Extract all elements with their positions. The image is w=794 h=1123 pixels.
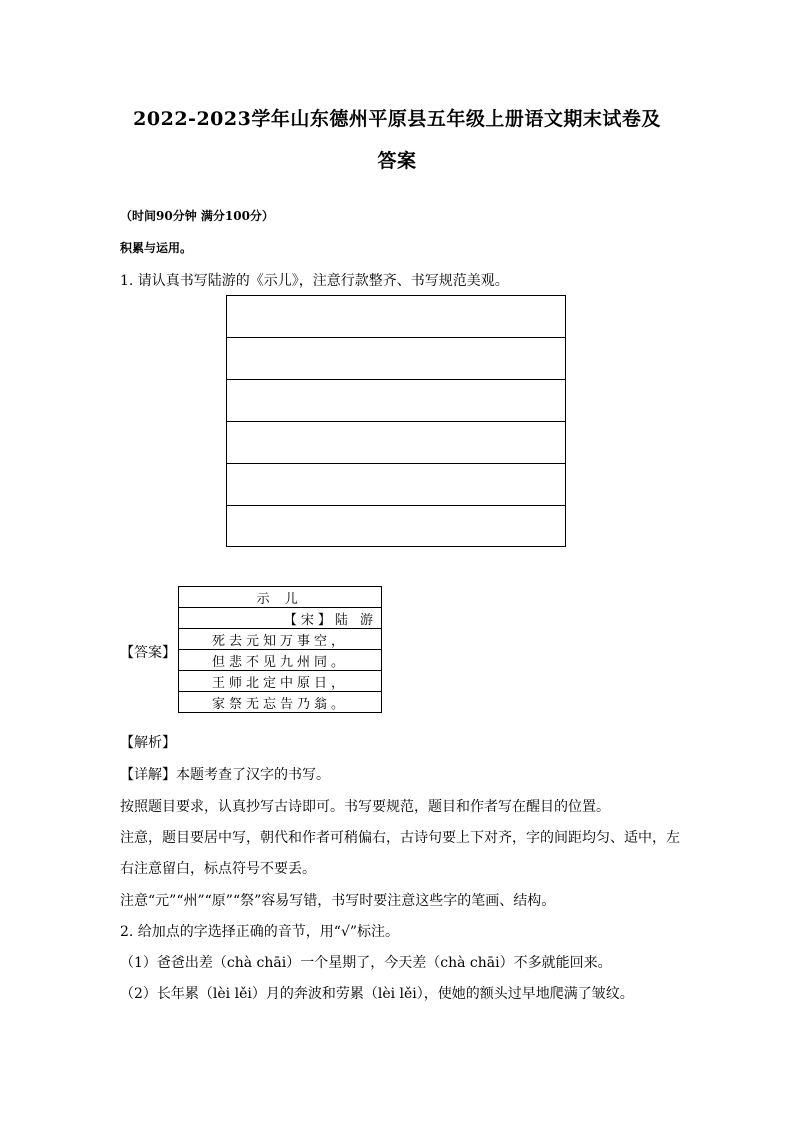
question-1-prompt: 1. 请认真书写陆游的《示儿》，注意行款整齐、书写规范美观。: [120, 273, 509, 289]
poem-line: 死去元知万事空，: [179, 629, 382, 650]
writing-line: [227, 421, 565, 422]
writing-line: [227, 379, 565, 380]
analysis-paragraph-2a: 注意，题目要居中写，朝代和作者可稍偏右，古诗句要上下对齐，字的间距均匀、适中，左: [120, 830, 680, 846]
question-2-item-1: （1）爸爸出差（chà chāi）一个星期了，今天差（chà chāi）不多就能回来。: [120, 955, 612, 971]
document-title-line2: 答案: [377, 150, 417, 172]
writing-box: [226, 295, 566, 547]
document-title-line1: 2022-2023学年山东德州平原县五年级上册语文期末试卷及: [133, 108, 661, 130]
analysis-label: 【解析】: [120, 735, 176, 751]
poem-line: 家祭无忘告乃翁。: [179, 692, 382, 713]
analysis-paragraph-2b: 右注意留白，标点符号不要丢。: [120, 861, 316, 877]
exam-meta: （时间90分钟 满分100分）: [120, 209, 274, 223]
analysis-paragraph-3: 注意“元”“州”“原”“祭”容易写错，书写时要注意这些字的笔画、结构。: [120, 893, 556, 909]
detail-text: 【详解】本题考查了汉字的书写。: [120, 767, 330, 783]
poem-line: 但悲不见九州同。: [179, 650, 382, 671]
writing-line: [227, 337, 565, 338]
question-2-item-2: （2）长年累（lèi lěi）月的奔波和劳累（lèi lěi），使她的额头过早地爬满了皱纹。: [120, 986, 634, 1002]
analysis-paragraph-1: 按照题目要求，认真抄写古诗即可。书写要规范，题目和作者写在醒目的位置。: [120, 799, 610, 815]
poem-line: 王师北定中原日，: [179, 671, 382, 692]
writing-line: [227, 505, 565, 506]
poem-title: 示 儿: [179, 587, 382, 608]
answer-label: 【答案】: [120, 645, 176, 661]
writing-line: [227, 463, 565, 464]
poem-author: 【宋】陆 游: [179, 608, 382, 629]
question-2-prompt: 2. 给加点的字选择正确的音节，用“√”标注。: [120, 924, 400, 940]
poem-answer-table: [178, 586, 382, 713]
section-heading: 积累与运用。: [120, 241, 193, 255]
